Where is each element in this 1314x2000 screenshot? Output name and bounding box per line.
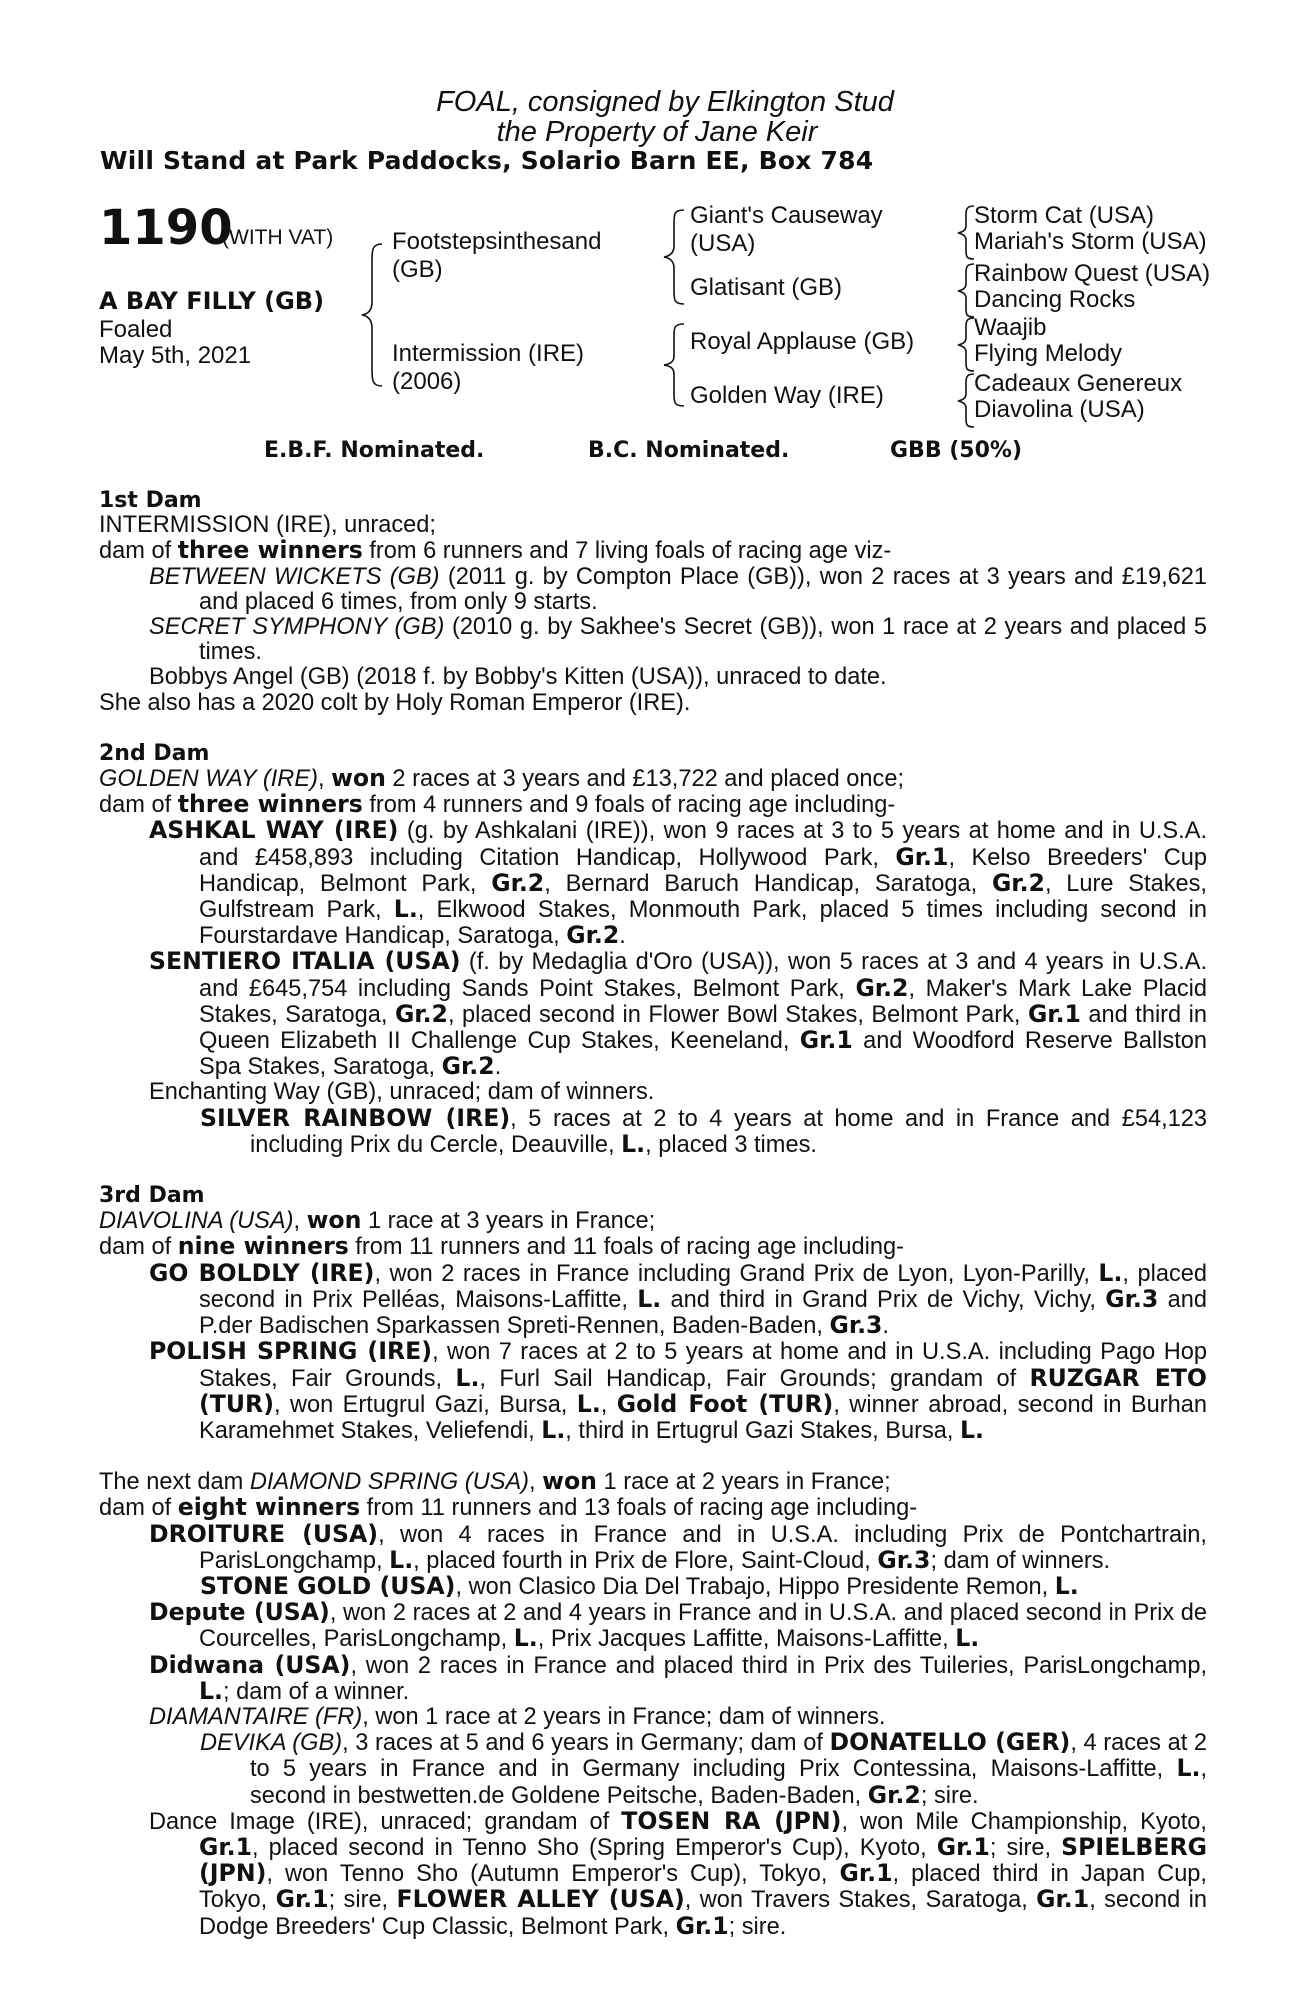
produce-entry: ASHKAL WAY (IRE) (g. by Ashkalani (IRE)), won 9 races at 3 to 5 years at home and in U.S.A. and £458,893 including Citation Handicap, Hollywood Park, Gr.1, Kelso Breeders' Cup Handicap, Belmont Park, Gr.2, Bernard Baruch Handicap, Saratoga, Gr.2, Lure Stakes, Gulfstream Park, L., Elkwood Stakes, Monmouth Park, placed 5 times including second in Fourstardave Handicap, Saratoga, Gr.2.	[149, 816, 1208, 950]
foaled-label: Foaled	[99, 316, 173, 343]
third-dam-intro: DIAVOLINA (USA), won 1 race at 3 years in France;	[99, 1206, 656, 1235]
location-line: Will Stand at Park Paddocks, Solario Barn EE, Box 784	[100, 146, 874, 175]
second-dam-intro: GOLDEN WAY (IRE), won 2 races at 3 years and £13,722 and placed once;	[99, 764, 904, 793]
produce-entry: Didwana (USA), won 2 races in France and placed third in Prix des Tuileries, ParisLongchamp, L.; dam of a winner.	[149, 1650, 1208, 1705]
produce-entry: STONE GOLD (USA), won Clasico Dia Del Trabajo, Hippo Presidente Remon, L.	[200, 1571, 1079, 1600]
g3-3: Rainbow Quest (USA)	[974, 260, 1211, 287]
produce-entry: POLISH SPRING (IRE), won 7 races at 2 to 5 years at home and in U.S.A. including Pago Hop Stakes, Fair Grounds, L., Furl Sail Handicap, Fair Grounds; grandam of RUZGAR ETO (TUR), won Ertugrul Gazi, Bursa, L., Gold Foot (TUR), winner abroad, second in Burhan Karamehmet Stakes, Veliefendi, L., third in Ertugrul Gazi Stakes, Bursa, L.	[149, 1337, 1207, 1444]
produce-entry: Enchanting Way (GB), unraced; dam of winners.	[149, 1079, 655, 1106]
pedigree-brace-dam	[662, 320, 690, 410]
bc-nomination: B.C. Nominated.	[588, 438, 790, 463]
first-dam-intro: INTERMISSION (IRE), unraced;	[99, 512, 436, 539]
horse-description: A BAY FILLY (GB)	[99, 287, 325, 315]
sire-line1: Footstepsinthesand	[392, 228, 602, 255]
second-dam-heading: 2nd Dam	[99, 740, 210, 766]
g3-6: Flying Melody	[974, 340, 1123, 367]
produce-entry: Dance Image (IRE), unraced; grandam of TOSEN RA (JPN), won Mile Championship, Kyoto, Gr.1, placed second in Tenno Sho (Spring Emperor's Cup), Kyoto, Gr.1; sire, SPIELBERG (JPN), won Tenno Sho (Autumn Emperor's Cup), Tokyo, Gr.1, placed third in Japan Cup, Tokyo, Gr.1; sire, FLOWER ALLEY (USA), won Travers Stakes, Saratoga, Gr.1, second in Dodge Breeders' Cup Classic, Belmont Park, Gr.1; sire.	[149, 1806, 1207, 1940]
produce-entry: GO BOLDLY (IRE), won 2 races in France including Grand Prix de Lyon, Lyon-Parilly, L., placed second in Prix Pelléas, Maisons-Laffitte, L. and third in Grand Prix de Vichy, Vichy, Gr.3 and P.der Badischen Sparkassen Spreti-Rennen, Baden-Baden, Gr.3.	[149, 1258, 1207, 1340]
first-dam-produce: dam of three winners from 6 runners and 7 living foals of racing age viz-	[99, 536, 892, 565]
pedigree-brace-main	[360, 240, 390, 390]
produce-entry: Depute (USA), won 2 races at 2 and 4 years in France and in U.S.A. and placed second in Prix de Courcelles, ParisLongchamp, L., Prix Jacques Laffitte, Maisons-Laffitte, L.	[149, 1598, 1208, 1653]
produce-entry: SECRET SYMPHONY (GB) (2010 g. by Sakhee's Secret (GB)), won 1 race at 2 years and placed 5 times.	[149, 614, 1207, 666]
sire-line2: (GB)	[392, 256, 443, 283]
dam-sire: Royal Applause (GB)	[690, 328, 915, 355]
produce-entry: SILVER RAINBOW (IRE), 5 races at 2 to 4 years at home and in France and £54,123 including Prix du Cercle, Deauville, L., placed 3 times.	[200, 1103, 1207, 1158]
produce-entry: DEVIKA (GB), 3 races at 5 and 6 years in Germany; dam of DONATELLO (GER), 4 races at 2 to 5 years in France and in Germany including Prix Contessina, Maisons-Laffitte, L., second in bestwetten.de Goldene Peitsche, Baden-Baden, Gr.2; sire.	[200, 1728, 1208, 1809]
property-line: the Property of Jane Keir	[496, 116, 818, 148]
consignor-line: FOAL, consigned by Elkington Stud	[436, 86, 894, 118]
g3-8: Diavolina (USA)	[974, 396, 1145, 423]
ebf-nomination: E.B.F. Nominated.	[264, 438, 485, 463]
pedigree-brace-sire	[662, 206, 690, 306]
foaled-date: May 5th, 2021	[99, 342, 252, 369]
first-dam-heading: 1st Dam	[99, 488, 202, 513]
produce-entry: DROITURE (USA), won 4 races in France and in U.S.A. including Prix de Pontchartrain, ParisLongchamp, L., placed fourth in Prix de Flore, Saint-Cloud, Gr.3; dam of winners.	[149, 1519, 1207, 1574]
produce-entry: BETWEEN WICKETS (GB) (2011 g. by Compton Place (GB)), won 2 races at 3 years and £19,621 and placed 6 times, from only 9 starts.	[149, 563, 1207, 615]
next-dam-intro: The next dam DIAMOND SPRING (USA), won 1 race at 2 years in France;	[99, 1467, 891, 1496]
lot-number: 1190	[99, 200, 233, 256]
sire-dam: Glatisant (GB)	[690, 274, 843, 301]
gbb-nomination: GBB (50%)	[890, 438, 1023, 463]
catalogue-text	[99, 488, 1207, 1940]
g3-4: Dancing Rocks	[974, 286, 1136, 313]
dam-line2: (2006)	[392, 368, 462, 395]
produce-note: She also has a 2020 colt by Holy Roman Emperor (IRE).	[99, 689, 691, 716]
next-dam-produce: dam of eight winners from 11 runners and 13 foals of racing age including-	[99, 1493, 918, 1522]
produce-entry: DIAMANTAIRE (FR), won 1 race at 2 years in France; dam of winners.	[149, 1703, 886, 1730]
g3-7: Cadeaux Genereux	[974, 370, 1183, 397]
third-dam-produce: dam of nine winners from 11 runners and 11 foals of racing age including-	[99, 1232, 904, 1261]
g3-5: Waajib	[974, 314, 1047, 341]
dam-dam: Golden Way (IRE)	[690, 382, 884, 409]
produce-entry: SENTIERO ITALIA (USA) (f. by Medaglia d'Oro (USA)), won 5 races at 3 and 4 years in U.S.A. and £645,754 including Sands Point Stakes, Belmont Park, Gr.2, Maker's Mark Lake Placid Stakes, Saratoga, Gr.2, placed second in Flower Bowl Stakes, Belmont Park, Gr.1 and third in Queen Elizabeth II Challenge Cup Stakes, Keeneland, Gr.1 and Woodford Reserve Ballston Spa Stakes, Saratoga, Gr.2.	[149, 947, 1208, 1081]
dam-line1: Intermission (IRE)	[392, 340, 585, 367]
vat-note: (WITH VAT)	[222, 226, 334, 249]
third-dam-heading: 3rd Dam	[99, 1183, 205, 1209]
sire-sire-line2: (USA)	[690, 230, 756, 257]
g3-1: Storm Cat (USA)	[974, 202, 1155, 229]
produce-entry: Bobbys Angel (GB) (2018 f. by Bobby's Kitten (USA)), unraced to date.	[149, 664, 887, 691]
sire-sire-line1: Giant's Causeway	[690, 202, 883, 229]
second-dam-produce: dam of three winners from 4 runners and 9 foals of racing age including-	[99, 790, 896, 819]
g3-2: Mariah's Storm (USA)	[974, 228, 1207, 255]
